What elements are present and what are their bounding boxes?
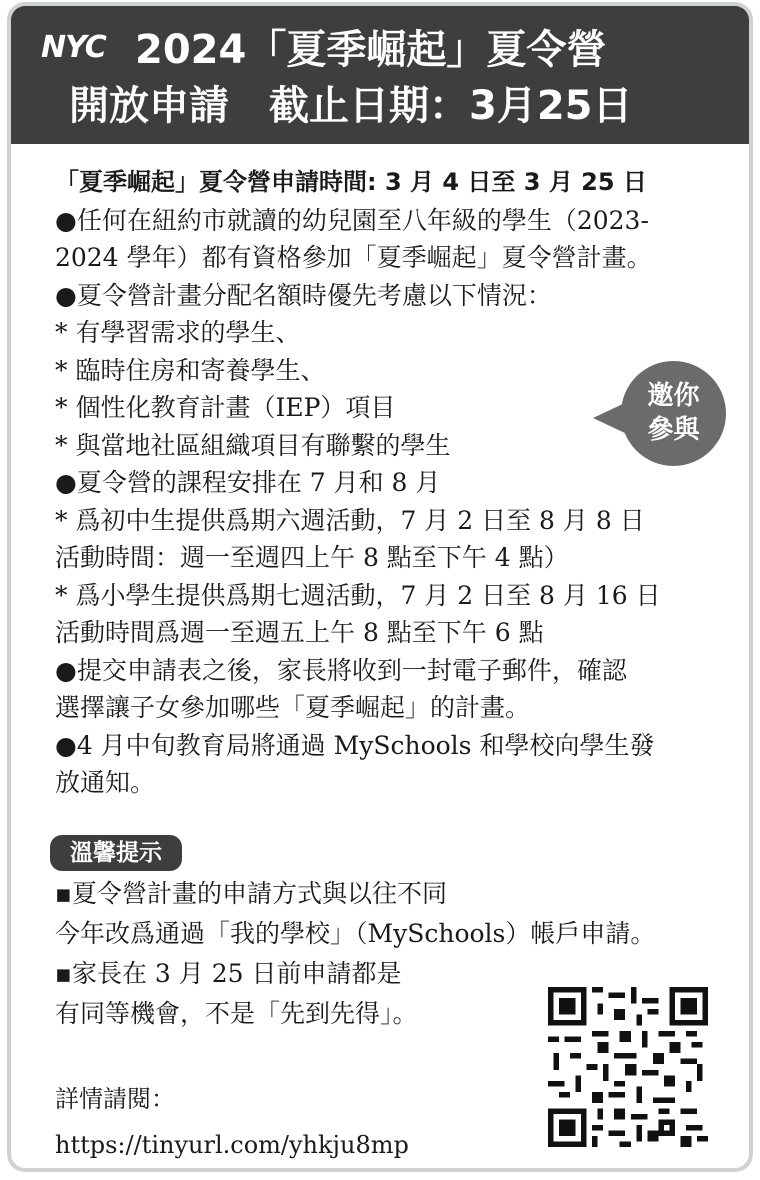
body-line: * 爲初中生提供爲期六週活動，7 月 2 日至 8 月 8 日 — [55, 505, 645, 535]
invite-bubble — [621, 361, 726, 466]
body-line: ●夏令營計畫分配名額時優先考慮以下情況： — [55, 280, 552, 310]
nyc-logo: NYC — [41, 30, 106, 65]
body-line: * 個性化教育計畫（IEP）項目 — [55, 393, 396, 422]
body-line: ●任何在紐約市就讀的幼兒園至八年級的學生（2023- — [55, 205, 649, 235]
body-line: 放通知。 — [55, 768, 156, 797]
more-info — [55, 1076, 409, 1168]
body-line: * 爲小學生提供爲期七週活動，7 月 2 日至 8 月 16 日 — [55, 580, 661, 610]
body-line: 活動時間爲週一至週五上午 8 點至下午 6 點 — [55, 618, 544, 647]
tips-line: 有同等機會，不是「先到先得」。 — [55, 999, 418, 1028]
body-line: 選擇讓子女參加哪些「夏季崛起」的計畫。 — [55, 693, 531, 722]
body-line: ●夏令營的課程安排在 7 月和 8 月 — [55, 468, 441, 497]
invite-line-2: 參與 — [647, 415, 700, 445]
body-line: * 臨時住房和寄養學生、 — [55, 355, 326, 385]
tips-line: ▪夏令營計畫的申請方式與以往不同 — [55, 879, 447, 908]
tips-line: 今年改爲通過「我的學校」（MySchools）帳戶申請。 — [55, 919, 656, 948]
more-info-url[interactable]: https://tinyurl.com/yhkju8mp — [55, 1131, 409, 1159]
flyer-card — [7, 2, 753, 1172]
body-line: 活動時間：週一至週四上午 8 點至下午 4 點） — [55, 543, 569, 572]
body-line: ●4 月中旬教育局將通過 MySchools 和學校向學生發 — [55, 730, 655, 760]
tips-badge: 溫馨提示 — [50, 835, 182, 871]
title-line-1: 2024「夏季崛起」夏令營 — [135, 27, 607, 73]
title-line-2: 開放申請 截止日期：3月25日 — [69, 83, 633, 129]
more-info-label: 詳情請閱： — [55, 1085, 175, 1113]
body-line: * 與當地社區組織項目有聯繫的學生 — [55, 430, 451, 460]
body-text — [55, 164, 725, 802]
application-period: 「夏季崛起」夏令營申請時間: 3 月 4 日至 3 月 25 日 — [55, 168, 647, 196]
body-line: 2024 學年）都有資格參加「夏季崛起」夏令營計畫。 — [55, 243, 652, 272]
body-line: * 有學習需求的學生、 — [55, 318, 301, 347]
header-banner — [11, 6, 749, 144]
invite-line-1: 邀你 — [647, 381, 700, 411]
qr-code-icon[interactable] — [548, 987, 708, 1147]
body-line: ●提交申請表之後，家長將收到一封電子郵件，確認 — [55, 655, 627, 685]
tips-line: ▪家長在 3 月 25 日前申請都是 — [55, 959, 402, 988]
